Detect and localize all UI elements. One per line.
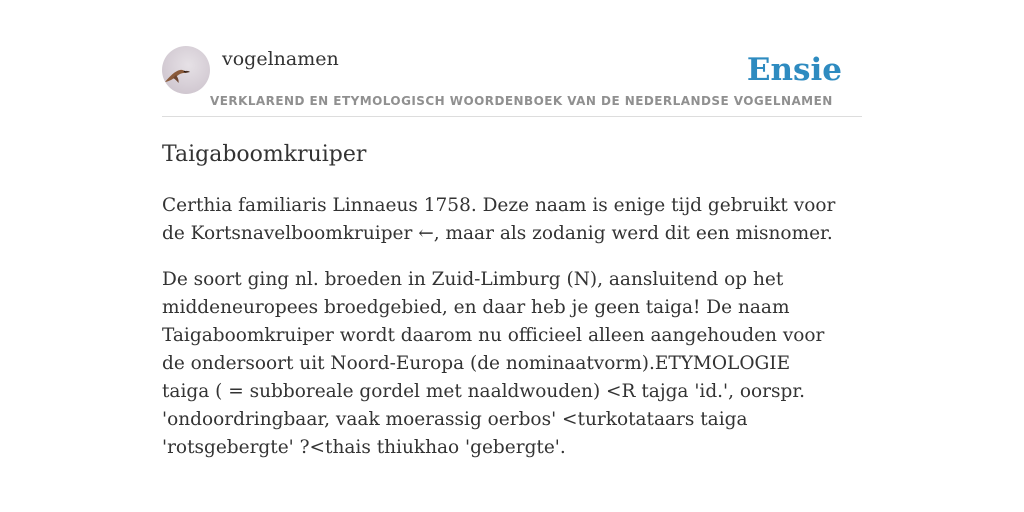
entry-paragraph: Certhia familiaris Linnaeus 1758. Deze naam is enige tijd gebruikt voor de Kortsnavelboomkruiper ←, maar als zodanig werd dit een misnomer. bbox=[162, 195, 836, 244]
site-header bbox=[162, 46, 862, 117]
entry-body bbox=[162, 192, 842, 480]
site-subtitle: VERKLAREND EN ETYMOLOGISCH WOORDENBOEK VAN DE NEDERLANDSE VOGELNAMEN bbox=[210, 94, 833, 108]
brand-logo[interactable]: Ensie bbox=[746, 52, 842, 88]
bird-icon bbox=[162, 46, 210, 94]
entry-paragraph: De soort ging nl. broeden in Zuid-Limburg (N), aansluitend op het middeneuropees broedgebied, en daar heb je geen taiga! De naam Taigaboomkruiper wordt daarom nu officieel alleen aangehouden voor de ondersoort uit Noord-Europa (de nominaatvorm).ETYMOLOGIE taiga ( = subboreale gordel met naaldwouden) <R tajga 'id.', oorspr. 'ondoordringbaar, vaak moerassig oerbos' <turkotataars taiga 'rotsgebergte' ?<thais thiukhao 'gebergte'. bbox=[162, 269, 825, 458]
avatar[interactable] bbox=[162, 46, 210, 94]
entry-title: Taigaboomkruiper bbox=[162, 142, 367, 167]
site-name[interactable]: vogelnamen bbox=[222, 48, 339, 70]
